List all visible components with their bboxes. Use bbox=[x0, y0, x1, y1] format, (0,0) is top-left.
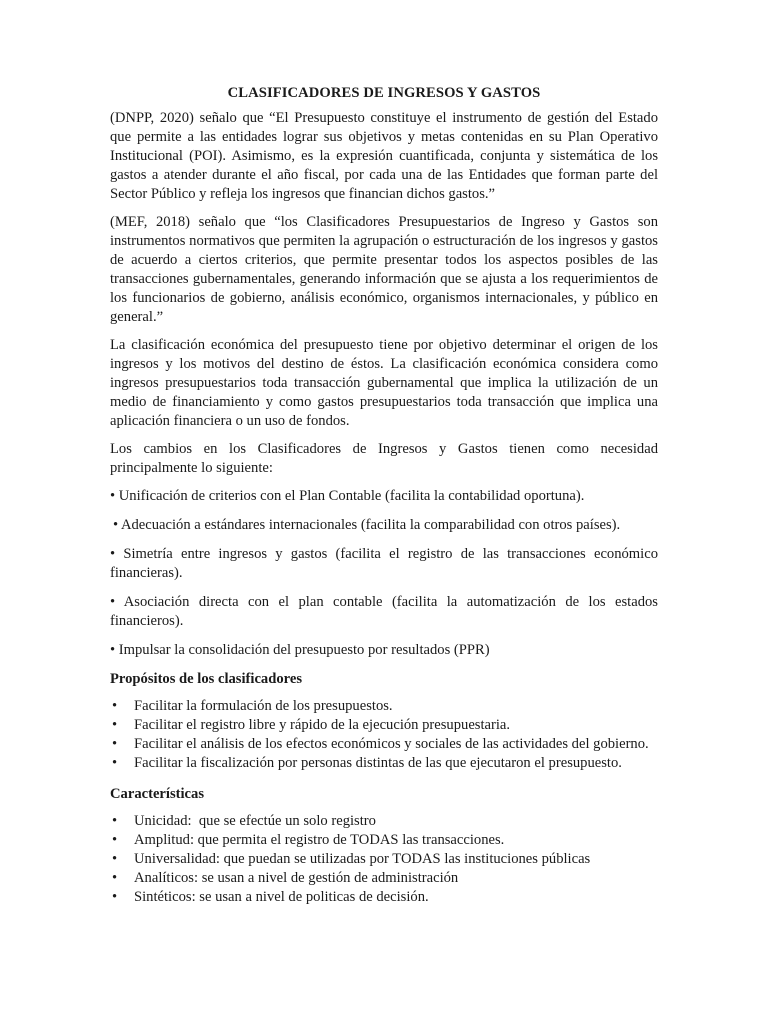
list-item-text: Amplitud: que permita el registro de TODAS las transacciones. bbox=[134, 832, 505, 848]
list-item bbox=[110, 831, 658, 850]
bullet-paragraph-simetria: • Simetría entre ingresos y gastos (facilita el registro de las transacciones económico financieras). bbox=[110, 546, 658, 581]
list-item bbox=[110, 697, 658, 716]
list-item-text: Facilitar el registro libre y rápido de la ejecución presupuestaria. bbox=[134, 717, 511, 733]
bullet-paragraph-unificacion: • Unificación de criterios con el Plan Contable (facilita la contabilidad oportuna). bbox=[110, 488, 585, 504]
document-page bbox=[110, 84, 658, 919]
bullet-icon: • bbox=[112, 813, 118, 829]
list-item bbox=[110, 754, 658, 773]
paragraph-mef: (MEF, 2018) señalo que “los Clasificadores Presupuestarios de Ingreso y Gastos son instrumentos normativos que permiten la agrupación o estructuración de los ingresos y gastos de acuerdo a ciertos criterios, que permite presentar todos los aspectos posibles de las transacciones gubernamentales, generando información que se ajusta a los requerimientos de los funcionarios de gobierno, análisis económico, organismos internacionales, y público en general.” bbox=[110, 214, 658, 325]
bullet-paragraph-asociacion: • Asociación directa con el plan contable (facilita la automatización de los estados financieros). bbox=[110, 594, 658, 629]
propositos-list bbox=[110, 697, 658, 773]
list-item-text: Unicidad: que se efectúe un solo registro bbox=[134, 813, 376, 829]
bullet-icon: • bbox=[112, 870, 118, 886]
bullet-paragraph-impulsar: • Impulsar la consolidación del presupuesto por resultados (PPR) bbox=[110, 642, 490, 658]
bullet-icon: • bbox=[112, 698, 118, 714]
list-item-text: Universalidad: que puedan se utilizadas por TODAS las instituciones públicas bbox=[134, 851, 591, 867]
bullet-icon: • bbox=[112, 889, 118, 905]
bullet-icon: • bbox=[112, 851, 118, 867]
list-item bbox=[110, 850, 658, 869]
list-item bbox=[110, 716, 658, 735]
paragraph-clasificacion-economica: La clasificación económica del presupuesto tiene por objetivo determinar el origen de los ingresos y los motivos del destino de éstos. La clasificación económica considera como ingresos presupuestarios toda transacción gubernamental que implica la utilización de un medio de financiamiento y como gastos presupuestarios toda transacción que implica una aplicación financiera o un uso de fondos. bbox=[110, 337, 658, 429]
bullet-icon: • bbox=[112, 736, 118, 752]
list-item-text: Sintéticos: se usan a nivel de politicas de decisión. bbox=[134, 889, 429, 905]
list-item-text: Analíticos: se usan a nivel de gestión de administración bbox=[134, 870, 459, 886]
paragraph-cambios: Los cambios en los Clasificadores de Ingresos y Gastos tienen como necesidad principalmente lo siguiente: bbox=[110, 441, 658, 476]
bullet-icon: • bbox=[112, 832, 118, 848]
bullet-icon: • bbox=[112, 717, 118, 733]
caracteristicas-list bbox=[110, 812, 658, 907]
bullet-paragraph-adecuacion: • Adecuación a estándares internacionales (facilita la comparabilidad con otros países). bbox=[113, 517, 621, 533]
document-title: CLASIFICADORES DE INGRESOS Y GASTOS bbox=[227, 85, 541, 101]
list-item-text: Facilitar la fiscalización por personas distintas de las que ejecutaron el presupuesto. bbox=[134, 755, 622, 771]
list-item-text: Facilitar la formulación de los presupuestos. bbox=[134, 698, 393, 714]
section-heading-caracteristicas: Características bbox=[110, 786, 205, 802]
section-heading-propositos: Propósitos de los clasificadores bbox=[110, 671, 303, 687]
list-item bbox=[110, 869, 658, 888]
list-item-text: Facilitar el análisis de los efectos económicos y sociales de las actividades del gobierno. bbox=[134, 736, 649, 752]
paragraph-dnpp: (DNPP, 2020) señalo que “El Presupuesto constituye el instrumento de gestión del Estado que permite a las entidades lograr sus objetivos y metas contenidas en su Plan Operativo Institucional (POI). Asimismo, es la expresión cuantificada, conjunta y sistemática de los gastos a atender durante el año fiscal, por cada una de las Entidades que forman parte del Sector Público y refleja los ingresos que financian dichos gastos.” bbox=[110, 110, 658, 202]
list-item bbox=[110, 888, 658, 907]
bullet-icon: • bbox=[112, 755, 118, 771]
list-item bbox=[110, 735, 658, 754]
list-item bbox=[110, 812, 658, 831]
